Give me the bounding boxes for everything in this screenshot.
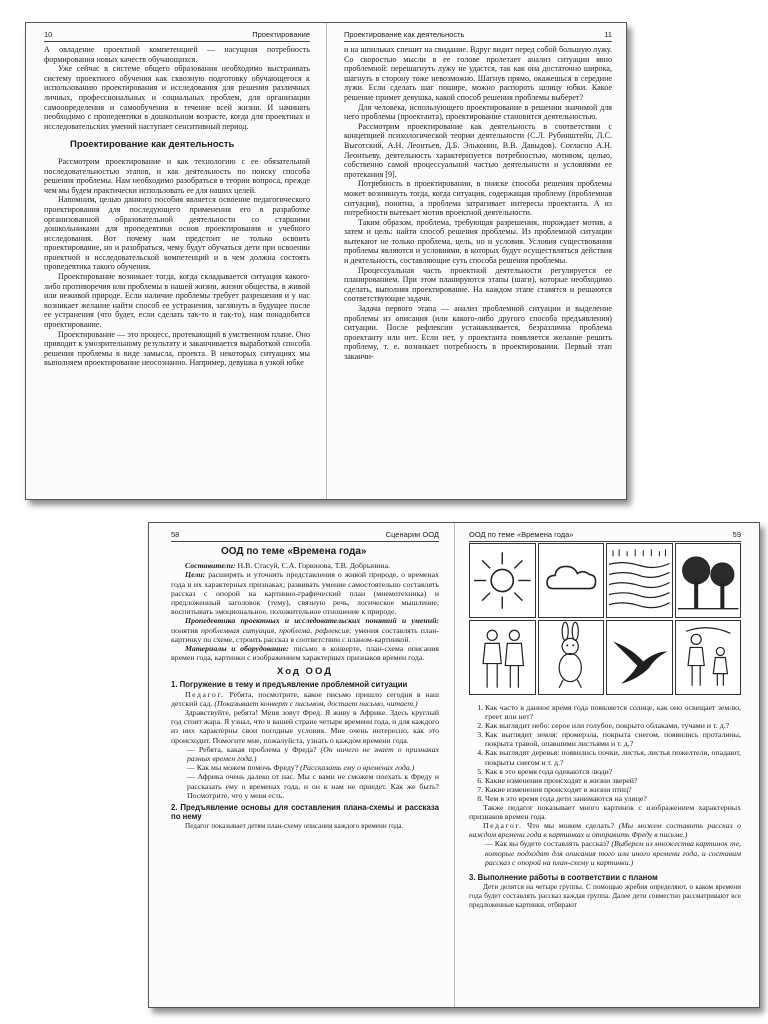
page-header (44, 23, 310, 42)
page-number: 58 (171, 530, 180, 539)
dialog-line (469, 839, 741, 866)
paragraph: Проектирование — это процесс, протекающий в умственном плане. Оно приводит к умозрительному результату и заканчивается выработкой способа решения проблемы в виде замысла, проекта. В некоторых ситуациях мы выполняем проектирование неосознанно. Например, девушка в узкой юбке (44, 329, 310, 368)
dialog-answer: (Он ничего не знает о признаках разных времен года.) (187, 744, 439, 764)
materials: письмо в конверте, план-схема описания времен года, картинки с изображением характерных признаков времен года. (171, 644, 439, 663)
goals: расширять и уточнять представления о живой природе, о временах года и их характерных признаках; развивать умение самостоятельно составлять рассказ с опорой на картинно-графический план (мнемотехника) и предложенный заголовок (тему), связную речь, логическое мышление; воспитывать эмоциональное, положительное отношение к природе. (171, 570, 439, 617)
page-59 (469, 523, 741, 1007)
stage-direction: (Показывает конверт с письмом, достает письмо, читает.) (214, 698, 418, 708)
children-icon (675, 620, 742, 695)
page-10 (44, 23, 310, 499)
dialog-line (171, 763, 439, 772)
trees-icon (675, 543, 742, 618)
dialog-question: — Как вы будете составлять рассказ? (485, 839, 610, 849)
step-2-note: Педагог показывает детям план-схему описания каждого времени года. (185, 822, 404, 831)
dialog-line (171, 745, 439, 763)
propaedeutics-prefix: понятия (171, 625, 198, 635)
teacher-speech: Что мы можем сделать? (527, 821, 615, 831)
teacher-line (171, 690, 439, 708)
compilers: Н.В. Стасуй, С.А. Горюнова, Т.В. Добрынина. (237, 561, 390, 571)
page-text (469, 703, 741, 910)
running-title: Сценарии ООД (385, 530, 439, 539)
list-item: 7. Какие изменения происходят в жизни птиц? (485, 785, 741, 794)
running-title: Проектирование (252, 30, 310, 39)
dialog-line: — Африка очень далеко от нас. Мы с вами не сможем поехать к Фреду и рассказать ему о временах года, и он к нам не приедет. Как же быть? Посмотрите, что у меня есть. (187, 772, 439, 800)
page-header (171, 523, 439, 542)
paragraph: Процессуальная часть проектной деятельности регулируется ее планированием. При этом планируются этапы (шаги), которые необходимо сделать, выполняя проектирование. На каждом этапе ставятся и решаются соответствующие задачи. (344, 265, 612, 304)
list-item: 5. Как в это время года одеваются люди? (485, 767, 741, 776)
question-list (469, 703, 741, 803)
running-title: ООД по теме «Времена года» (469, 530, 574, 539)
propaedeutics-terms: проблемная ситуация, проблема, рефлексия; (201, 625, 352, 635)
paragraph: Проектирование возникает тогда, когда складывается ситуация какого-либо противоречия или проблемы в нашей жизни, жизни общества, в живой или неживой природе. Если наличие проблемы требует разрешения и у нас возникает желание найти способ ее устранения, заглянуть в будущее после ее устранения (что будет, если сделать так-то и так-то), нам понадобится проектирование. (44, 272, 310, 330)
compilers-line (171, 561, 439, 570)
season-picture-grid (469, 543, 741, 695)
list-item: 6. Какие изменения происходят в жизни зверей? (485, 776, 741, 785)
list-item: 3. Как выглядит земля: промерзла, покрыта снегом, появились проталины, покрыта травой, опавшими листьями и т. д.? (485, 730, 741, 748)
materials-label: Материалы и оборудование: (185, 644, 289, 654)
swallow-icon (606, 620, 673, 695)
list-item: 1. Как часто в данное время года появляется солнце, как оно освещает землю, греет или нет? (485, 703, 741, 721)
goals-paragraph (171, 570, 439, 616)
speaker-label: Педагог. (185, 689, 225, 699)
lesson-title: ООД по теме «Времена года» (221, 546, 367, 557)
page-text (344, 45, 612, 362)
dialog-answer: (Выберем из множества картинок те, которые подходят для описания того или иного времени года, и составим рассказ с опорой на план-схему и картинки.) (485, 839, 741, 867)
propaedeutics-paragraph (171, 616, 439, 644)
paragraph: и на шпильках спешит на свидание. Вдруг видит перед собой большую лужу. Со скоростью мысли в ее голове пролетает анализ ситуации явно проблемной: перешагнуть лужу не удастся, так как она достаточно широка, шагнуть в сторону тоже невозможно. Шагнув прямо, окажешься в середине лужи. Если сделать шаг пошире, можно распороть шлицу юбки. Какое решение примет девушка, какой способ решения проблемы выберет? (344, 45, 612, 102)
list-item: 4. Как выглядят деревья: появились почки, листья, листья пожелтели, опадают, покрыты снегом и т. д.? (485, 748, 741, 766)
page-text (44, 45, 310, 368)
spread-gutter (454, 523, 455, 1007)
paragraph: Рассмотрим проектирование и как технологию с ее обязательной последовательностью этапов, и как деятельность по поиску способа решения проблемы. Нам необходимо разобраться в теории вопроса, прежде чем мы будем практически использовать ее для наших целей. (44, 156, 310, 195)
letter-text: Здравствуйте, ребята! Меня зовут Фред. Я живу в Африке. Здесь круглый год стоит жара. Я узнал, что в вашей стране четыре времени года, и для каждого из них характерны свои погодные условия. Мне очень интересно, как это происходит. Помогите мне, пожалуйста, узнать о каждом времени года. (171, 708, 439, 745)
procedure-heading: Ход ООД (277, 666, 333, 678)
spread-gutter (326, 23, 327, 499)
page-number: 59 (732, 530, 741, 539)
dialog-answer: (Рассказать ему о временах года.) (300, 763, 415, 773)
compilers-label: Составители: (185, 561, 236, 571)
materials-paragraph (171, 644, 439, 662)
snowy-ground-icon (606, 543, 673, 618)
propaedeutics-rest: умения составлять план-картинку по схеме, строить рассказ в соответствии с планом-картинкой. (171, 625, 439, 644)
paragraph: Также педагог показывает много картинок с изображением характерных признаков времен года. (469, 803, 741, 822)
bottom-book-spread (148, 522, 760, 1008)
sun-icon (469, 543, 536, 618)
paragraph: Напомним, целью данного пособия является освоение педагогического проектирования для последующего применения его в разработке организованной образовательной деятельности со старшими дошкольниками для пропедевтики основ проектирования и учебного исследования. Вот почему нам предстоит не только освоить проектирование, но и разобраться, чему будут обучаться дети при освоении проектной и исследовательской компетенций и в чем должна состоять пропедевтика такого обучения. (44, 195, 310, 272)
cloud-icon (538, 543, 605, 618)
page-number: 11 (604, 30, 612, 39)
paragraph: Задача первого этапа — анализ проблемной ситуации и выделение проблемы из описания (или какого-либо другого способа предъявления) ситуации. После рефлексии устанавливается, безразлична проблема проектанту или нет. Если нет, у проектанта появляется желание решить проблему, т. е. возникает потребность в проектировании. Первый этап заканчи- (344, 304, 612, 361)
stage-direction: (Мы можем составить рассказ о каждом времени года в картинках и отправить Фреду в письме.) (469, 821, 741, 840)
page-text (171, 547, 439, 831)
list-item: 2. Как выглядит небо: серое или голубое, покрыто облаками, тучами и т. д.? (485, 721, 741, 730)
paragraph: Потребность в проектировании, в поиске способа решения проблемы может возникнуть тогда, когда ситуация, содержащая проблему (проблемная ситуация), понятна, а проблема затрагивает интересы проектанта. А из потребности вытекает мотив проектной деятельности. (344, 179, 612, 218)
hare-icon (538, 620, 605, 695)
paragraph: Уже сейчас в системе общего образования необходимо выстраивать систему проектного обучения как сквозную подготовку обучающегося к использованию проектирования и исследования для решения различных личных, профессиональных и социальных проблем, для организации самоопределения и самообучения в течение всей жизни. И начинать необходимо с пропедевтики в дошкольном возрасте, когда для проектных и исследовательских умений наступает сенситивный период. (44, 64, 310, 131)
page-header (344, 23, 612, 42)
step-3-text: Дети делятся на четыре группы. С помощью жребия определяют, о каком времени года будет составлять рассказ каждая группа. Далее дети совместно рассматривают все предложенные картинки, отбирают (469, 882, 741, 909)
step-2-heading: 2. Предъявление основы для составления плана-схемы и рассказа по нему (171, 803, 439, 822)
page-number: 10 (44, 30, 53, 39)
section-heading: Проектирование как деятельность (70, 139, 235, 151)
running-title: Проектирование как деятельность (344, 30, 465, 39)
propaedeutics-label: Пропедевтика проектных и исследовательских понятий и умений: (185, 616, 439, 626)
people-icon (469, 620, 536, 695)
paragraph: Таким образом, проблема, требующая разрешения, порождает мотив, а затем и цель: найти способ решения проблемы. Из проблемной ситуации вытекают не только проблема, цель, но и условия. Условия существования проблемы являются и условиями, в которых будут осуществляться действия и деятельность, составляющие суть способа решения проблемы. (344, 217, 612, 266)
teacher-speech: Ребята, посмотрите, какое письмо пришло сегодня в наш детский сад. (171, 689, 439, 708)
step-3-heading: 3. Выполнение работы в соответствии с планом (469, 872, 658, 882)
paragraph: Для человека, использующего проектирование в решении значимой для него проблемы (проектанта), проектирование становится деятельностью. (344, 102, 612, 122)
teacher-line (469, 821, 741, 839)
speaker-label: Педагог. (483, 821, 523, 831)
page-58 (171, 523, 439, 1007)
dialog-question: — Ребята, какая проблема у Фреда? (187, 744, 317, 754)
goals-label: Цели: (185, 570, 206, 580)
top-book-spread (25, 22, 627, 500)
paragraph: А овладение проектной компетенцией — насущная потребность формирования новых качеств обучающихся. (44, 45, 310, 64)
dialog-question: — Как мы можем помочь Фреду? (187, 763, 299, 773)
paragraph: Рассмотрим проектирование как деятельность в соответствии с концепцией психологической теории деятельности (С.Л. Рубинштейн, Л.С. Выготский, А.Н. Леонтьев, Д.Б. Эльконин, В.В. Давыдов). Согласно А.Н. Леонтьеву, деятельность характеризуется потребностью, мотивом, целью, собственно самой процессуальной частью деятельности и условиями ее протекания [9]. (344, 121, 612, 179)
step-1-heading: 1. Погружение в тему и предъявление проблемной ситуации (171, 679, 408, 689)
page-header (469, 523, 741, 542)
list-item: 8. Чем в это время года дети занимаются на улице? (485, 794, 741, 803)
page-11 (344, 23, 612, 499)
